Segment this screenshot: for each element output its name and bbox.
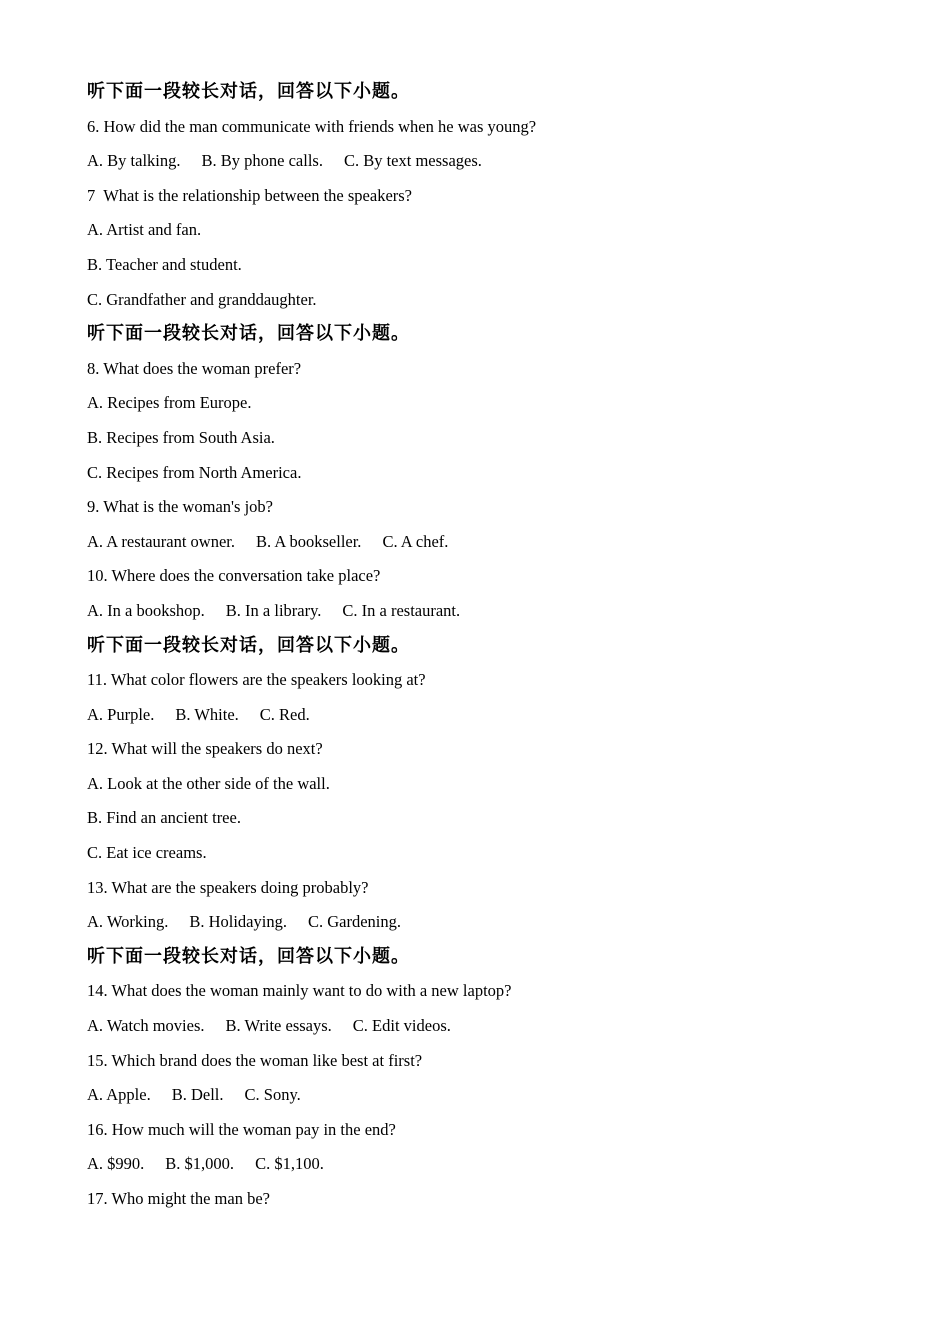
answer-option: A. Recipes from Europe. <box>87 393 252 413</box>
question-text: 12. What will the speakers do next? <box>87 739 323 759</box>
answer-options-row <box>87 525 887 560</box>
answer-options-row <box>87 1078 887 1113</box>
section-heading: 听下面一段较长对话，回答以下小题。 <box>87 323 410 345</box>
answer-option: B. Holidaying. <box>189 912 287 932</box>
answer-option: B. In a library. <box>225 600 322 620</box>
question-text: 11. What color flowers are the speakers looking at? <box>87 670 426 690</box>
answer-option: A. Working. <box>87 912 169 932</box>
answer-option: C. In a restaurant. <box>342 600 461 620</box>
answer-option: A. Look at the other side of the wall. <box>87 773 330 793</box>
answer-option: B. Write essays. <box>225 1016 332 1036</box>
answer-options-row <box>87 594 887 629</box>
question-text: 6. How did the man communicate with friends when he was young? <box>87 116 537 136</box>
answer-option: C. Eat ice creams. <box>87 843 207 863</box>
answer-option: C. A chef. <box>382 531 449 551</box>
section-heading: 听下面一段较长对话，回答以下小题。 <box>87 81 410 102</box>
answer-options-row <box>87 1147 887 1182</box>
answer-option: B. Find an ancient tree. <box>87 808 241 828</box>
answer-option: B. $1,000. <box>165 1154 235 1174</box>
answer-option: A. Artist and fan. <box>87 220 202 240</box>
question-text: 10. Where does the conversation take place? <box>87 566 381 586</box>
answer-options-row <box>87 698 887 733</box>
answer-option: A. Watch movies. <box>87 1016 205 1036</box>
answer-option: B. Dell. <box>171 1085 224 1105</box>
answer-option: A. A restaurant owner. <box>87 531 236 551</box>
answer-option: A. In a bookshop. <box>87 600 205 620</box>
question-text: 17. Who might the man be? <box>87 1189 270 1208</box>
question-text: 13. What are the speakers doing probably? <box>87 877 369 897</box>
section-heading: 听下面一段较长对话，回答以下小题。 <box>87 634 410 656</box>
answer-option: C. Grandfather and granddaughter. <box>87 289 317 309</box>
answer-options-row <box>87 144 887 179</box>
answer-option: C. By text messages. <box>343 151 482 171</box>
answer-options-row <box>87 1009 887 1044</box>
question-text: 14. What does the woman mainly want to do with a new laptop? <box>87 981 512 1001</box>
answer-option: A. Purple. <box>87 704 155 724</box>
answer-options-row <box>87 905 887 940</box>
question-text: 9. What is the woman's job? <box>87 497 273 517</box>
answer-option: A. By talking. <box>87 151 181 171</box>
answer-option: C. Red. <box>259 704 310 724</box>
answer-option: B. White. <box>175 704 239 724</box>
answer-option: B. Recipes from South Asia. <box>87 427 275 447</box>
answer-option: C. Sony. <box>244 1085 301 1105</box>
answer-option: C. Recipes from North America. <box>87 462 302 482</box>
answer-option: C. Edit videos. <box>352 1016 451 1036</box>
answer-option: B. By phone calls. <box>201 151 323 171</box>
question-text: 15. Which brand does the woman like best at first? <box>87 1050 423 1070</box>
answer-option: B. Teacher and student. <box>87 254 242 274</box>
answer-option: B. A bookseller. <box>256 531 362 551</box>
answer-option: A. Apple. <box>87 1085 151 1105</box>
answer-option: C. $1,100. <box>255 1154 324 1174</box>
question-text: 7 What is the relationship between the speakers? <box>87 185 413 205</box>
section-heading: 听下面一段较长对话，回答以下小题。 <box>87 945 410 967</box>
document-page <box>87 75 887 1217</box>
question-text: 8. What does the woman prefer? <box>87 358 302 378</box>
question-text: 16. How much will the woman pay in the end? <box>87 1119 396 1139</box>
answer-option: C. Gardening. <box>307 912 401 932</box>
answer-option: A. $990. <box>87 1154 145 1174</box>
